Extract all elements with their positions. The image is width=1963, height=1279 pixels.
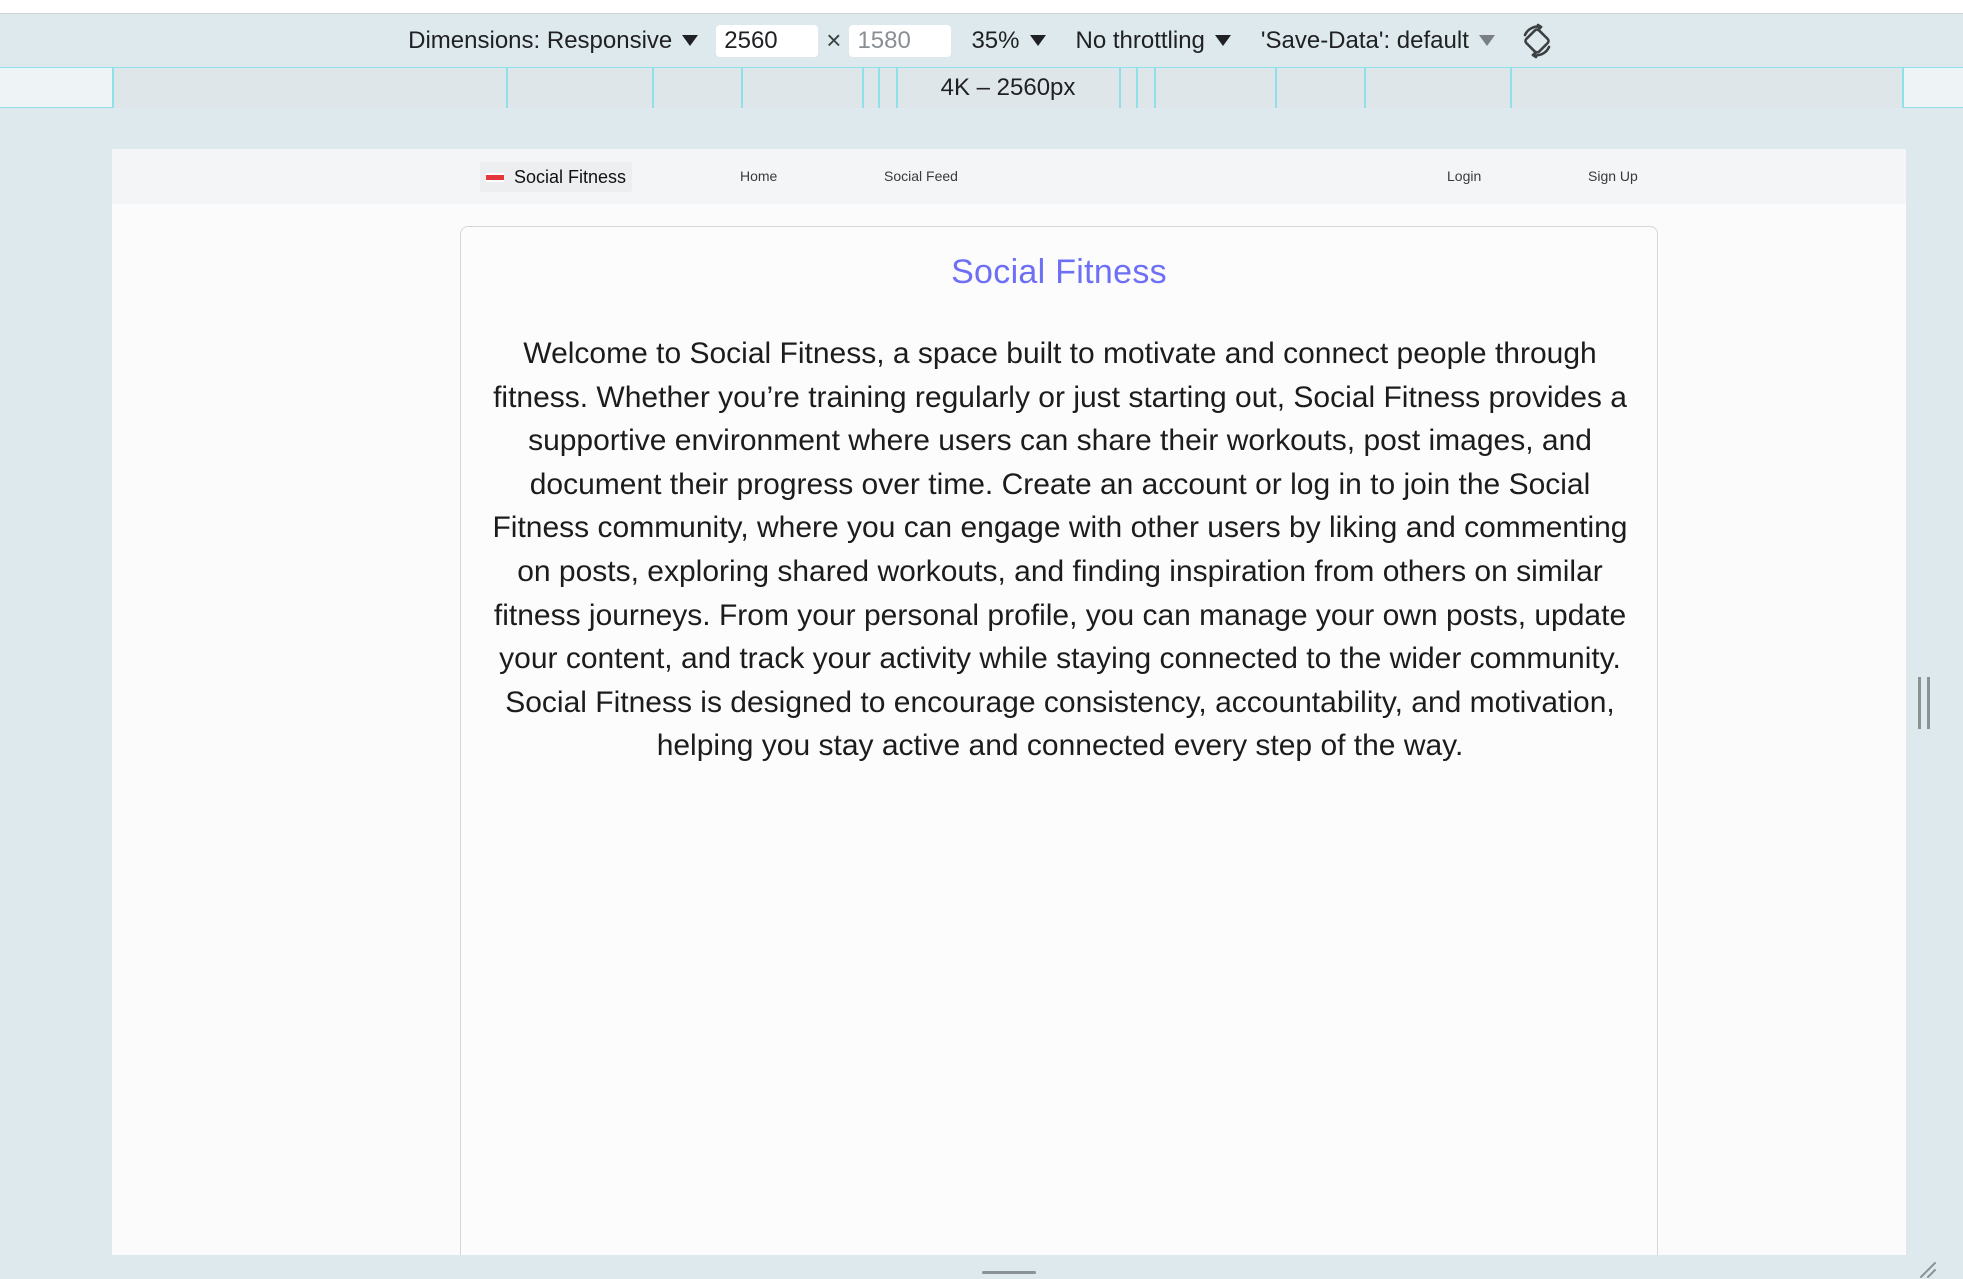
zoom-dropdown[interactable] [971,27,1045,55]
device-toolbar [0,14,1963,68]
height-input[interactable]: 1580 [849,25,951,57]
dimensions-label: Dimensions: Responsive [408,26,673,54]
page-title: Social Fitness [951,253,1167,291]
times-icon: × [826,25,842,55]
resize-handle-right[interactable] [1918,677,1930,729]
chevron-down-icon [1215,35,1231,46]
intro-text [487,332,1633,768]
nav-sign-up[interactable]: Sign Up [1588,168,1638,184]
chevron-down-icon [682,35,698,46]
nav-home[interactable]: Home [740,168,778,184]
site-navbar [112,149,1906,204]
throttling-dropdown[interactable] [1076,27,1231,55]
brand-link[interactable] [480,162,632,192]
chevron-down-icon [1030,35,1046,46]
resize-handle-bottom[interactable] [982,1271,1036,1274]
ruler-label: 4K – 2560px [940,74,1076,101]
media-query-ruler [0,68,1963,108]
intro-paragraph: Social Fitness is designed to encourage consistency, accountability, and motivation, helping you stay active and connected every step of the way. [505,685,1615,763]
nav-social-feed[interactable]: Social Feed [884,168,958,184]
save-data-dropdown[interactable] [1261,27,1495,55]
intro-paragraph: Welcome to Social Fitness, a space built to motivate and connect people through fitness. Whether you’re training regularly or just starting out, Social Fitness provides a supportive environment where users can share their workouts, post images, and document their progress over time. Create an account or log in to join the Social Fitness community, where you can engage with other users by liking and commenting on posts, exploring shared workouts, and finding inspiration from others on similar fitness journeys. From your personal profile, you can manage your own posts, update your content, and track your activity while staying connected to the wider community. [492,337,1628,676]
nav-login[interactable]: Login [1447,168,1482,184]
logo-icon [486,173,504,182]
throttling-value: No throttling [1075,26,1205,54]
zoom-value: 35% [971,26,1020,54]
chevron-down-icon [1479,35,1495,46]
brand-name: Social Fitness [514,166,627,187]
save-data-value: 'Save-Data': default [1260,26,1469,54]
resize-corner-icon[interactable] [1917,1259,1937,1279]
dimensions-dropdown[interactable] [408,27,698,55]
browser-top-strip [0,0,1963,14]
ruler-bar[interactable] [112,68,1904,108]
page-viewport [112,149,1906,1255]
width-input[interactable]: 2560 [716,25,818,57]
intro-card [460,226,1658,1255]
rotate-icon[interactable] [1519,23,1555,59]
